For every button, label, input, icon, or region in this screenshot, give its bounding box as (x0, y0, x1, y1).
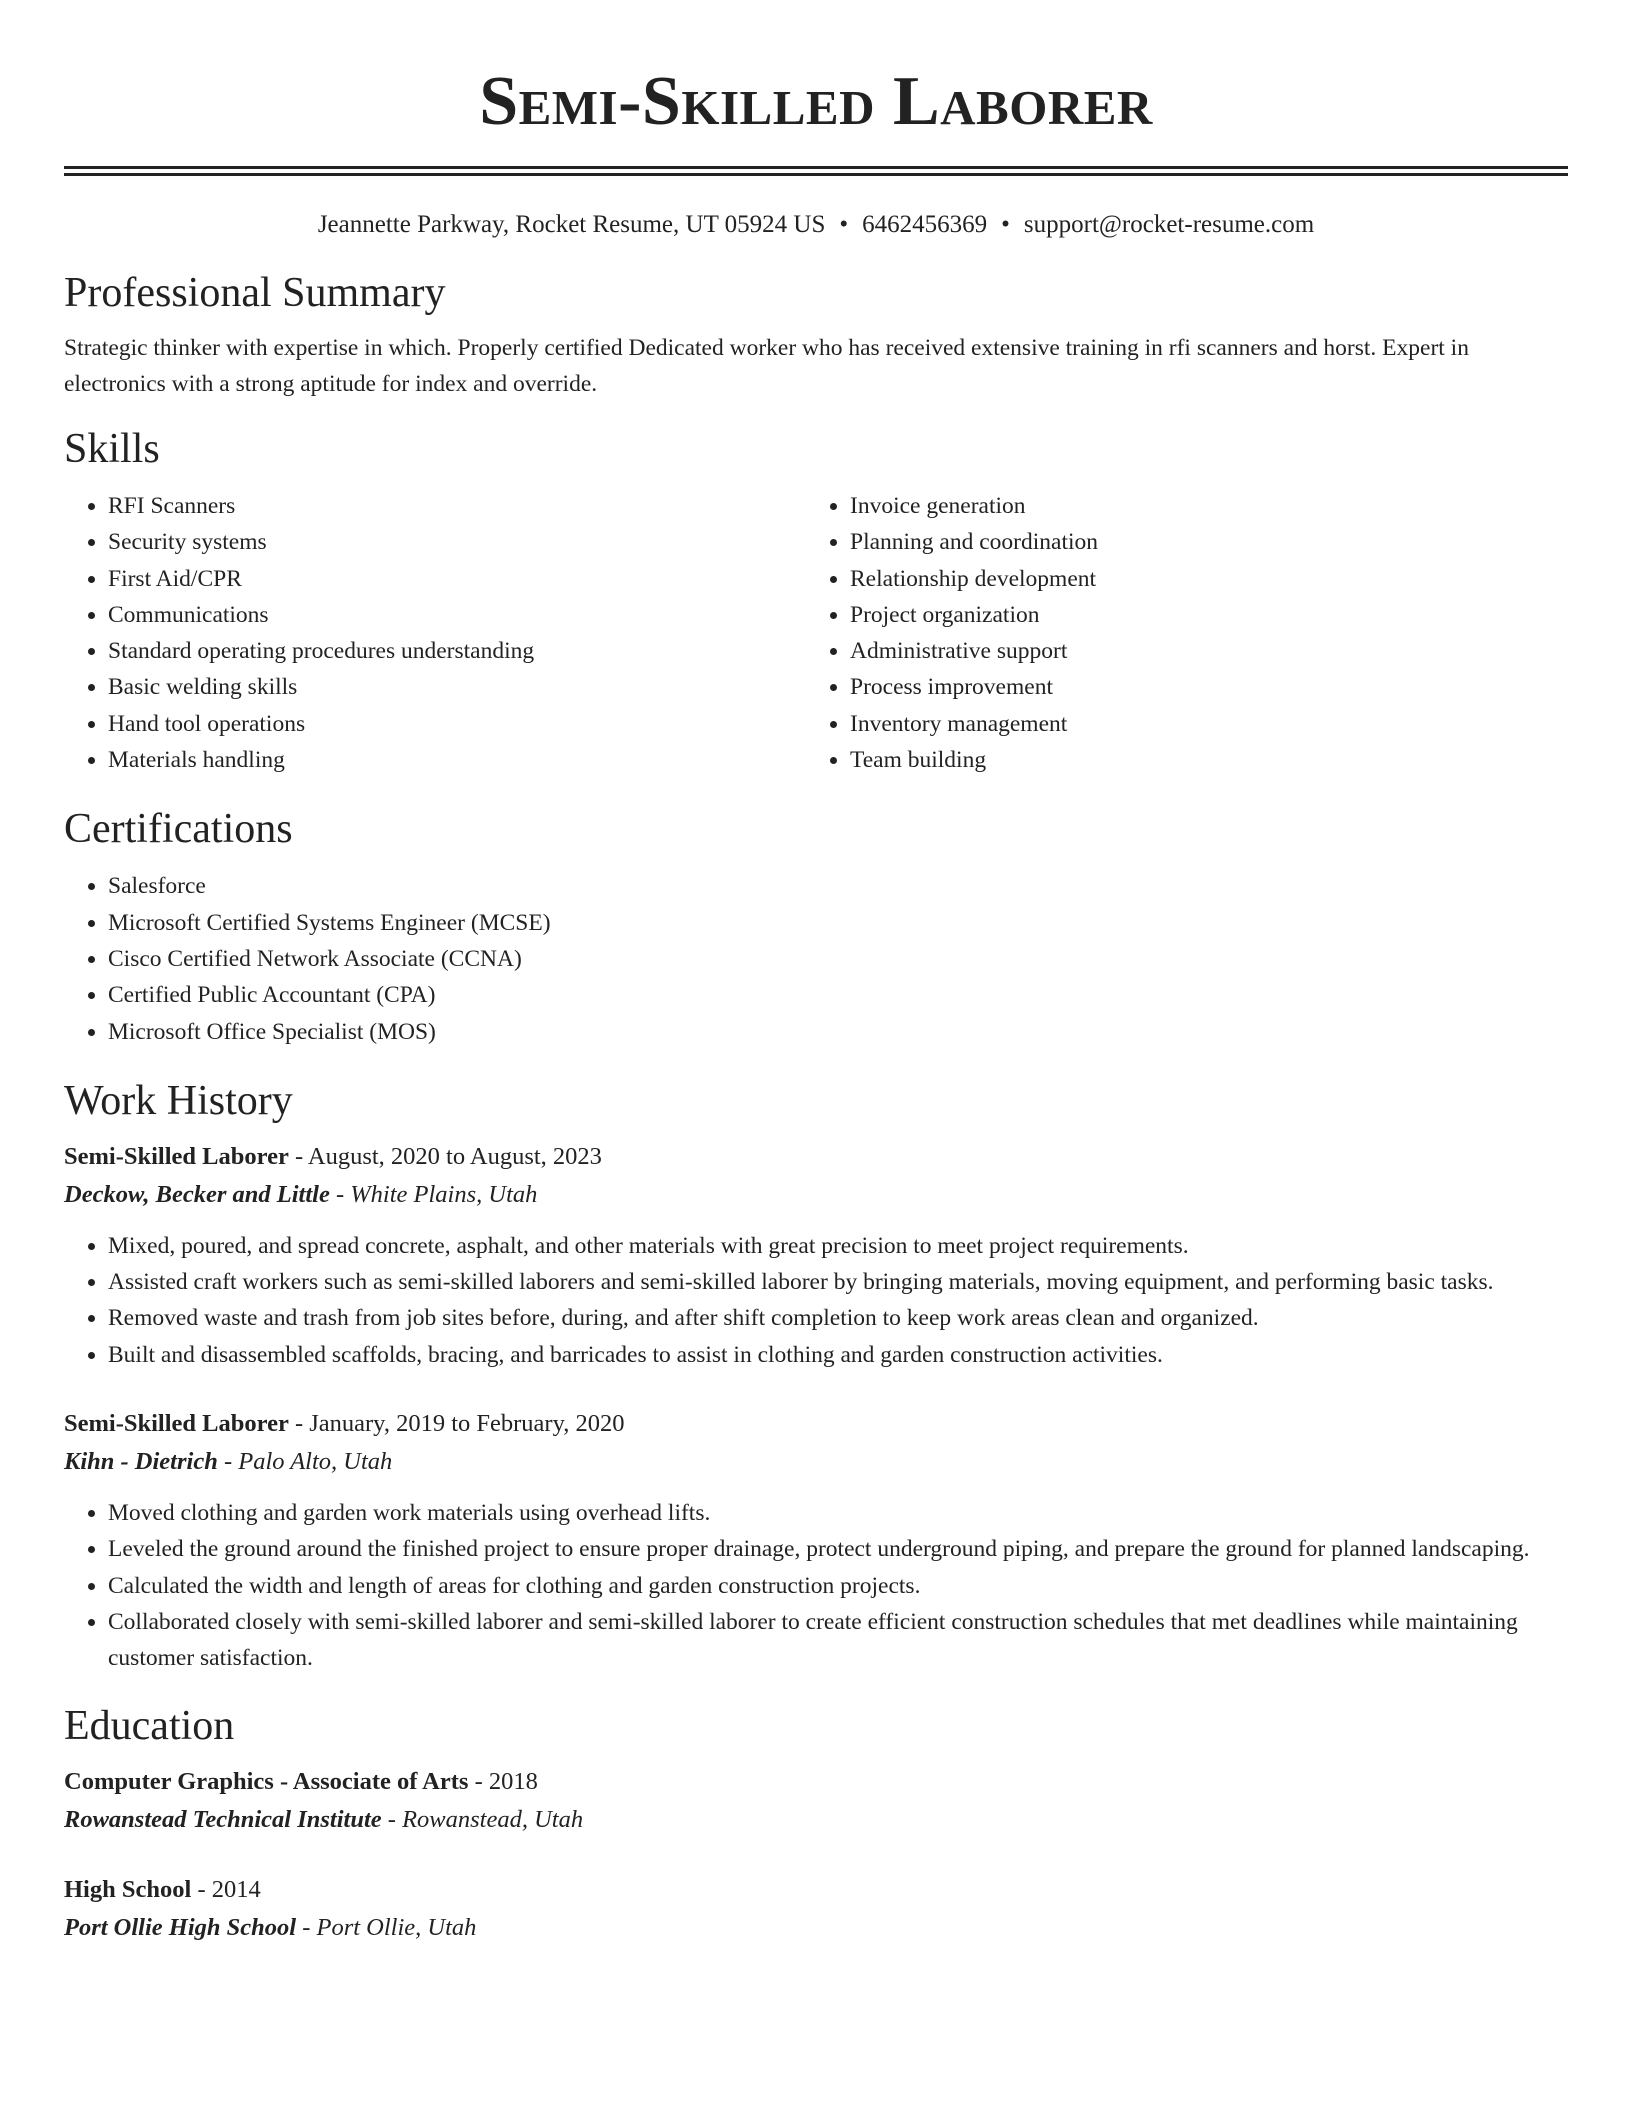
job-company: Kihn - Dietrich (64, 1448, 218, 1476)
resume-title: Semi-Skilled Laborer (479, 63, 1153, 140)
title-rule-bottom (64, 173, 1568, 176)
job-location: - Palo Alto, Utah (217, 1448, 393, 1476)
education-school-line (64, 1909, 1568, 1947)
skills-heading: Skills (64, 426, 160, 472)
skill-item: • Planning and coordination (850, 524, 1548, 560)
education-degree-line (64, 1763, 1568, 1801)
job-duties-list (64, 1228, 1568, 1373)
job-duty: • Built and disassembled scaffolds, bracing, and barricades to assist in clothing and garden construction activities. (108, 1337, 1568, 1373)
education-location: - Rowanstead, Utah (381, 1805, 584, 1833)
certification-item: • Cisco Certified Network Associate (CCNA) (108, 941, 1568, 977)
job-duties-list (64, 1495, 1568, 1676)
skill-item: • Inventory management (850, 706, 1548, 742)
education-year: - 2014 (191, 1875, 261, 1903)
contact-separator: • (1001, 211, 1010, 238)
skill-item: • Basic welding skills (108, 669, 806, 705)
skills-column-left (64, 488, 806, 778)
job-entry (64, 1405, 1568, 1676)
education-entry (64, 1763, 1568, 1839)
job-entry (64, 1138, 1568, 1373)
contact-separator: • (839, 211, 849, 238)
education-school: Port Ollie High School (64, 1913, 297, 1941)
education-heading: Education (64, 1702, 235, 1749)
skill-item: • First Aid/CPR (108, 561, 806, 597)
certification-item: • Certified Public Accountant (CPA) (108, 977, 1568, 1013)
skill-item: • Hand tool operations (108, 706, 806, 742)
job-duty: • Leveled the ground around the finished project to ensure proper drainage, protect underground piping, and prepare the ground for planned landscaping. (108, 1531, 1568, 1567)
job-duty: • Collaborated closely with semi-skilled laborer and semi-skilled laborer to create efficient construction schedules that met deadlines while maintaining customer satisfaction. (108, 1604, 1568, 1677)
contact-address: Jeannette Parkway, Rocket Resume, UT 05924 US (317, 211, 826, 238)
job-location: - White Plains, Utah (329, 1180, 538, 1208)
skill-item: • Team building (850, 742, 1548, 778)
job-duty: • Assisted craft workers such as semi-skilled laborers and semi-skilled laborer by bringing materials, moving equipment, and performing basic tasks. (108, 1264, 1568, 1300)
job-dates: - August, 2020 to August, 2023 (288, 1142, 602, 1170)
education-location: - Port Ollie, Utah (296, 1913, 477, 1941)
skill-item: • Project organization (850, 597, 1548, 633)
skills-columns (64, 488, 1568, 778)
job-duty: • Removed waste and trash from job sites before, during, and after shift completion to keep work areas clean and organized. (108, 1300, 1568, 1336)
education-degree: Computer Graphics - Associate of Arts (64, 1767, 469, 1795)
contact-phone: 6462456369 (862, 211, 988, 238)
education-degree: High School (64, 1875, 192, 1903)
education-entry (64, 1871, 1568, 1947)
skill-item: • Security systems (108, 524, 806, 560)
contact-line (64, 210, 1568, 240)
certification-item: • Microsoft Office Specialist (MOS) (108, 1014, 1568, 1050)
certifications-list (64, 868, 1568, 1049)
job-title-line (64, 1138, 1568, 1176)
certification-item: • Microsoft Certified Systems Engineer (MCSE) (108, 905, 1568, 941)
skills-column-right (806, 488, 1548, 778)
summary-text: Strategic thinker with expertise in which. Properly certified Dedicated worker who has received extensive training in rfi scanners and horst. Expert in electronics with a strong aptitude for index and override. (64, 335, 1469, 397)
certification-item: • Salesforce (108, 868, 1568, 904)
job-company-line (64, 1443, 1568, 1481)
job-title-line (64, 1405, 1568, 1443)
skill-item: • Relationship development (850, 561, 1548, 597)
education-school-line (64, 1801, 1568, 1839)
work-history-heading: Work History (64, 1077, 293, 1124)
education-school: Rowanstead Technical Institute (64, 1805, 382, 1833)
job-title: Semi-Skilled Laborer (64, 1410, 289, 1438)
contact-email: support@rocket-resume.com (1023, 211, 1315, 238)
skill-item: • Invoice generation (850, 488, 1548, 524)
skill-item: • Materials handling (108, 742, 806, 778)
job-dates: - January, 2019 to February, 2020 (288, 1410, 625, 1438)
skill-item: • Process improvement (850, 669, 1548, 705)
education-year: - 2018 (468, 1767, 538, 1795)
certifications-heading: Certifications (64, 806, 293, 853)
job-duty: • Calculated the width and length of areas for clothing and garden construction projects. (108, 1568, 1568, 1604)
job-company: Deckow, Becker and Little (64, 1180, 330, 1208)
job-duty: • Mixed, poured, and spread concrete, asphalt, and other materials with great precision to meet project requirements. (108, 1228, 1568, 1264)
job-duty: • Moved clothing and garden work materials using overhead lifts. (108, 1495, 1568, 1531)
skill-item: • RFI Scanners (108, 488, 806, 524)
job-company-line (64, 1176, 1568, 1214)
job-title: Semi-Skilled Laborer (64, 1142, 289, 1170)
skill-item: • Standard operating procedures understanding (108, 633, 806, 669)
summary-heading: Professional Summary (64, 270, 446, 316)
skill-item: • Administrative support (850, 633, 1548, 669)
skill-item: • Communications (108, 597, 806, 633)
education-degree-line (64, 1871, 1568, 1909)
